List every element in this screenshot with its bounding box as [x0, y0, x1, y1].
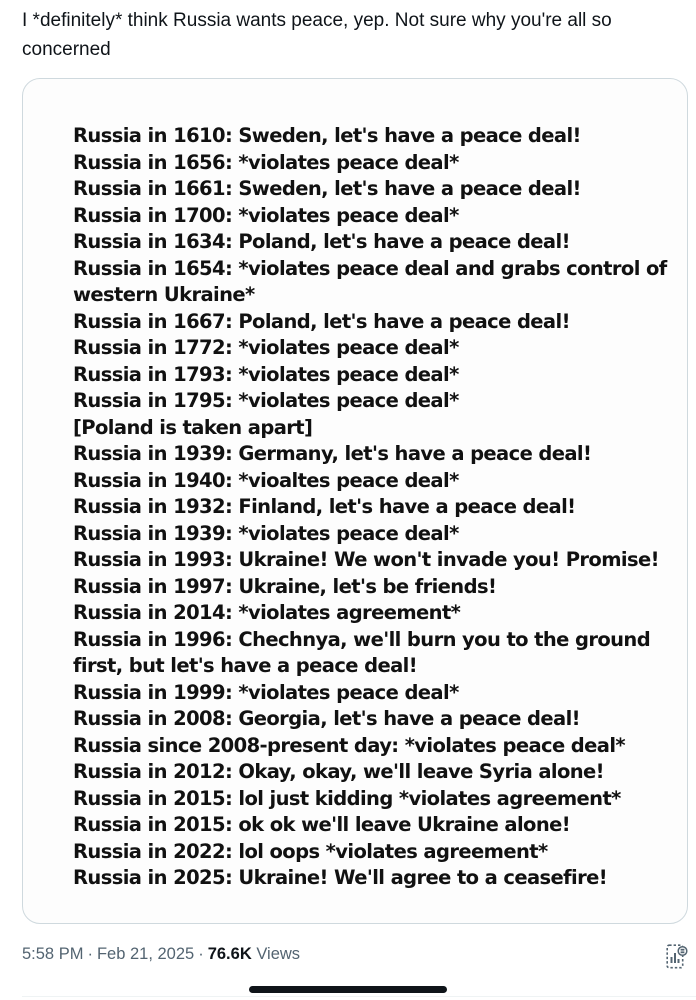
image-line: Russia in 1661: Sweden, let's have a peace deal!: [73, 177, 581, 200]
image-line: Russia in 1700: *violates peace deal*: [73, 203, 459, 227]
tweet-image[interactable]: [22, 78, 688, 924]
image-line: Russia in 1795: *violates peace deal*: [73, 389, 459, 412]
image-line: Russia in 1939: *violates peace deal*: [73, 521, 459, 545]
image-line: western Ukraine*: [73, 283, 255, 306]
tweet-meta: [22, 945, 300, 964]
image-line: Russia in 1939: Germany, let's have a peace deal!: [73, 442, 592, 465]
image-line: [Poland is taken apart]: [73, 415, 313, 439]
image-line: Russia in 1932: Finland, let's have a peace deal!: [73, 495, 576, 518]
analytics-icon[interactable]: [666, 944, 688, 970]
image-line: Russia in 1997: Ukraine, let's be friends!: [73, 574, 497, 598]
tweet-text: I *definitely* think Russia wants peace, yep. Not sure why you're all so concerned: [22, 10, 612, 60]
image-line: Russia in 1993: Ukraine! We won't invade you! Promise!: [73, 548, 659, 571]
image-line: first, but let's have a peace deal!: [73, 654, 418, 677]
image-line: Russia in 1793: *violates peace deal*: [73, 362, 459, 386]
image-line: Russia in 2015: ok ok we'll leave Ukraine alone!: [73, 813, 571, 836]
image-line: Russia in 1610: Sweden, let's have a peace deal!: [73, 124, 581, 147]
image-line: Russia in 2025: Ukraine! We'll agree to a ceasefire!: [73, 866, 608, 889]
image-line: Russia in 1634: Poland, let's have a peace deal!: [73, 230, 570, 253]
image-line: Russia since 2008-present day: *violates peace deal*: [73, 733, 626, 757]
home-indicator[interactable]: [249, 986, 447, 993]
image-line: Russia in 1999: *violates peace deal*: [73, 680, 459, 704]
image-line: Russia in 1772: *violates peace deal*: [73, 336, 459, 359]
image-line: Russia in 2015: lol just kidding *violates agreement*: [73, 786, 621, 810]
views-count: 76.6K: [207, 945, 252, 963]
tweet-time[interactable]: 5:58 PM: [22, 945, 84, 963]
image-line: Russia in 1656: *violates peace deal*: [73, 150, 459, 174]
image-line: Russia in 1667: Poland, let's have a peace deal!: [73, 309, 570, 333]
analytics-icon-graphic: [666, 944, 688, 970]
image-line: Russia in 2008: Georgia, let's have a peace deal!: [73, 707, 580, 730]
meta-separator: ·: [87, 945, 93, 963]
divider: [22, 996, 696, 997]
image-line: Russia in 1654: *violates peace deal and grabs control of: [73, 256, 667, 280]
image-line: Russia in 1940: *vioaltes peace deal*: [73, 468, 459, 492]
image-line: Russia in 2022: lol oops *violates agreement*: [73, 839, 548, 863]
image-line: Russia in 2014: *violates agreement*: [73, 601, 461, 624]
tweet-date[interactable]: Feb 21, 2025: [96, 945, 195, 963]
image-line: Russia in 2012: Okay, okay, we'll leave Syria alone!: [73, 760, 604, 783]
image-text-block: [73, 123, 673, 892]
meta-separator: ·: [198, 945, 204, 963]
views-label: Views: [256, 945, 301, 963]
image-line: Russia in 1996: Chechnya, we'll burn you to the ground: [73, 627, 651, 651]
